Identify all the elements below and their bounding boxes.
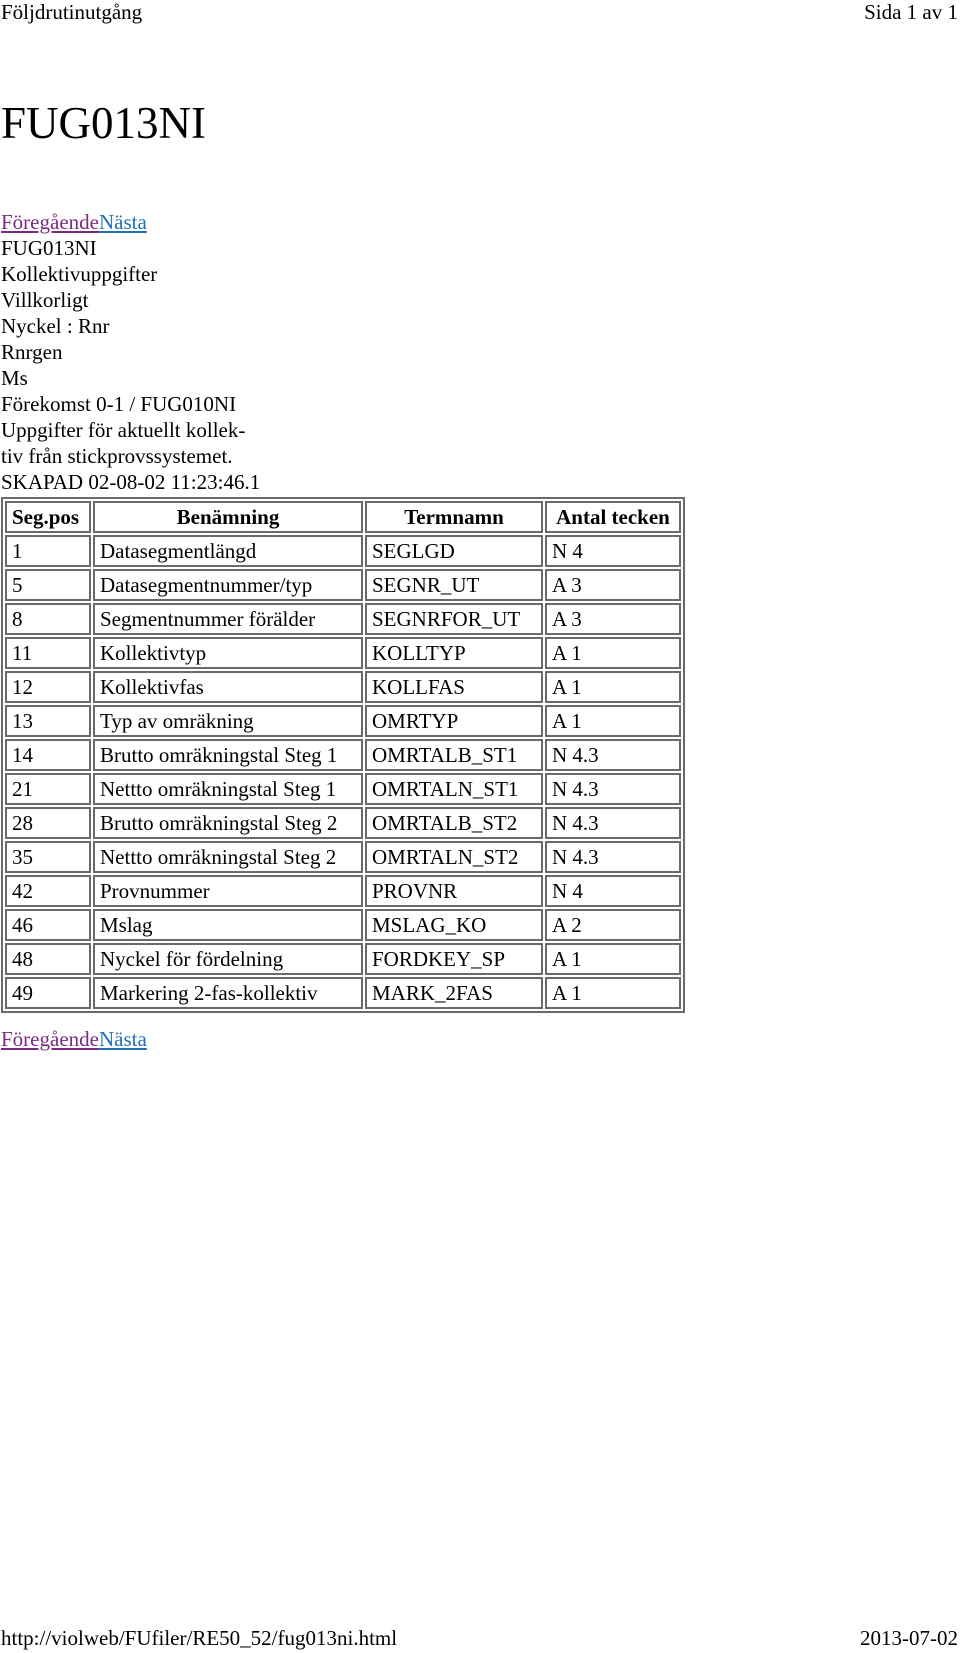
segment-table xyxy=(1,497,685,1013)
table-row xyxy=(5,603,681,635)
info-line: Rnrgen xyxy=(1,340,63,364)
cell-segpos: 11 xyxy=(5,637,91,669)
cell-benamning: Typ av omräkning xyxy=(93,705,363,737)
cell-segpos: 42 xyxy=(5,875,91,907)
cell-segpos: 48 xyxy=(5,943,91,975)
segment-info xyxy=(1,235,260,495)
header-doc-name: Följdrutinutgång xyxy=(1,0,143,24)
table-row xyxy=(5,535,681,567)
page-footer xyxy=(0,1625,958,1651)
column-header-benamning: Benämning xyxy=(93,501,363,533)
info-line: Villkorligt xyxy=(1,288,89,312)
cell-segpos: 12 xyxy=(5,671,91,703)
table-body xyxy=(5,535,681,1009)
bottom-navigation xyxy=(1,1026,147,1052)
table-row xyxy=(5,773,681,805)
cell-termnamn: KOLLFAS xyxy=(365,671,543,703)
info-line: Ms xyxy=(1,366,28,390)
info-line: tiv från stickprovssystemet. xyxy=(1,444,233,468)
cell-segpos: 46 xyxy=(5,909,91,941)
cell-antal-tecken: N 4 xyxy=(545,875,681,907)
cell-benamning: Datasegmentlängd xyxy=(93,535,363,567)
cell-benamning: Kollektivtyp xyxy=(93,637,363,669)
table-row xyxy=(5,637,681,669)
header-page-count: Sida 1 av 1 xyxy=(864,0,958,24)
previous-link[interactable]: Föregående xyxy=(1,210,99,234)
cell-segpos: 13 xyxy=(5,705,91,737)
table-row xyxy=(5,943,681,975)
cell-antal-tecken: A 1 xyxy=(545,943,681,975)
cell-benamning: Provnummer xyxy=(93,875,363,907)
cell-termnamn: OMRTALN_ST2 xyxy=(365,841,543,873)
cell-termnamn: SEGLGD xyxy=(365,535,543,567)
cell-antal-tecken: A 3 xyxy=(545,569,681,601)
info-line: Uppgifter för aktuellt kollek- xyxy=(1,418,246,442)
cell-segpos: 35 xyxy=(5,841,91,873)
table-row xyxy=(5,569,681,601)
top-navigation xyxy=(1,209,147,235)
cell-benamning: Kollektivfas xyxy=(93,671,363,703)
cell-termnamn: PROVNR xyxy=(365,875,543,907)
cell-benamning: Brutto omräkningstal Steg 1 xyxy=(93,739,363,771)
cell-antal-tecken: N 4.3 xyxy=(545,807,681,839)
cell-termnamn: MSLAG_KO xyxy=(365,909,543,941)
cell-benamning: Datasegmentnummer/typ xyxy=(93,569,363,601)
cell-benamning: Mslag xyxy=(93,909,363,941)
next-link[interactable]: Nästa xyxy=(98,1027,147,1051)
cell-segpos: 5 xyxy=(5,569,91,601)
info-line: SKAPAD 02-08-02 11:23:46.1 xyxy=(1,470,261,494)
page-header xyxy=(0,0,958,26)
cell-antal-tecken: A 3 xyxy=(545,603,681,635)
table-row xyxy=(5,841,681,873)
footer-date: 2013-07-02 xyxy=(860,1626,958,1650)
table-row xyxy=(5,671,681,703)
table-row xyxy=(5,705,681,737)
table-row xyxy=(5,739,681,771)
cell-benamning: Segmentnummer förälder xyxy=(93,603,363,635)
cell-termnamn: OMRTALB_ST1 xyxy=(365,739,543,771)
cell-termnamn: OMRTALB_ST2 xyxy=(365,807,543,839)
info-line: Kollektivuppgifter xyxy=(1,262,158,286)
cell-segpos: 1 xyxy=(5,535,91,567)
info-line: Förekomst 0-1 / FUG010NI xyxy=(1,392,237,416)
cell-termnamn: KOLLTYP xyxy=(365,637,543,669)
cell-segpos: 28 xyxy=(5,807,91,839)
cell-segpos: 14 xyxy=(5,739,91,771)
cell-antal-tecken: N 4.3 xyxy=(545,773,681,805)
cell-antal-tecken: N 4 xyxy=(545,535,681,567)
info-line: Nyckel : Rnr xyxy=(1,314,110,338)
cell-benamning: Nettto omräkningstal Steg 1 xyxy=(93,773,363,805)
cell-termnamn: SEGNR_UT xyxy=(365,569,543,601)
table-row xyxy=(5,909,681,941)
cell-benamning: Nyckel för fördelning xyxy=(93,943,363,975)
cell-benamning: Nettto omräkningstal Steg 2 xyxy=(93,841,363,873)
cell-termnamn: MARK_2FAS xyxy=(365,977,543,1009)
previous-link[interactable]: Föregående xyxy=(1,1027,99,1051)
table-row xyxy=(5,875,681,907)
info-line: FUG013NI xyxy=(1,236,97,260)
cell-termnamn: FORDKEY_SP xyxy=(365,943,543,975)
table-row xyxy=(5,807,681,839)
table-header-row xyxy=(5,501,681,533)
cell-antal-tecken: A 1 xyxy=(545,705,681,737)
cell-segpos: 21 xyxy=(5,773,91,805)
cell-termnamn: SEGNRFOR_UT xyxy=(365,603,543,635)
table-row xyxy=(5,977,681,1009)
footer-url: http://violweb/FUfiler/RE50_52/fug013ni.html xyxy=(1,1626,398,1650)
cell-benamning: Markering 2-fas-kollektiv xyxy=(93,977,363,1009)
column-header-antal-tecken: Antal tecken xyxy=(545,501,681,533)
page-title: FUG013NI xyxy=(1,98,207,148)
cell-segpos: 8 xyxy=(5,603,91,635)
cell-segpos: 49 xyxy=(5,977,91,1009)
cell-antal-tecken: N 4.3 xyxy=(545,739,681,771)
cell-antal-tecken: A 1 xyxy=(545,637,681,669)
cell-antal-tecken: A 2 xyxy=(545,909,681,941)
next-link[interactable]: Nästa xyxy=(98,210,147,234)
cell-benamning: Brutto omräkningstal Steg 2 xyxy=(93,807,363,839)
cell-termnamn: OMRTYP xyxy=(365,705,543,737)
column-header-segpos: Seg.pos xyxy=(5,501,91,533)
cell-termnamn: OMRTALN_ST1 xyxy=(365,773,543,805)
cell-antal-tecken: N 4.3 xyxy=(545,841,681,873)
column-header-termnamn: Termnamn xyxy=(365,501,543,533)
cell-antal-tecken: A 1 xyxy=(545,671,681,703)
cell-antal-tecken: A 1 xyxy=(545,977,681,1009)
